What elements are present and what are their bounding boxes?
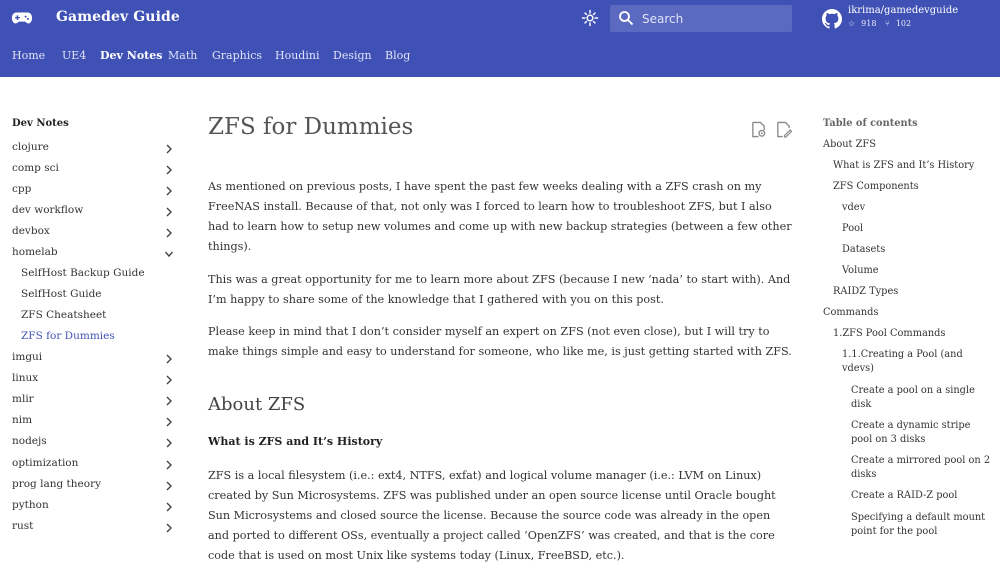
nav-tabs: [0, 46, 1000, 68]
header: [0, 0, 1000, 77]
sidebar-item-label: optimization: [12, 457, 79, 469]
sidebar-item-devbox[interactable]: [12, 225, 177, 241]
history-paragraph: ZFS is a local filesystem (i.e.: ext4, NTFS, exfat) and logical volume manager (i.e.: LVM on Linux) created by Sun Microsystems. ZFS was published under an open source license until Oracle bought Sun Microsystems and closed source the license. Because the source code was already in the open and ported to different OSs, eventually a project called ‘OpenZFS’ was created, and that is the core code that is used on most Unix like systems today (Linux, FreeBSD, etc.).: [208, 469, 776, 562]
chevron-right-icon: [165, 502, 173, 512]
gamepad-logo-icon[interactable]: [11, 9, 33, 27]
sidebar-item-label: rust: [12, 520, 34, 532]
sidebar-item-label: linux: [12, 372, 39, 384]
intro-paragraph: As mentioned on previous posts, I have spent the past few weeks dealing with a ZFS crash on my FreeNAS install. Because of that, not only was I forced to learn how to troubleshoot ZFS, but I also had to learn how to setup new volumes and come up with new backup strategies (between a few other things).: [208, 180, 792, 253]
search-box[interactable]: [610, 5, 792, 32]
sidebar-item-mlir[interactable]: [12, 393, 177, 409]
toc-item-default-mount-point[interactable]: Specifying a default mount point for the pool: [851, 512, 986, 537]
toc-item-dynamic-stripe-pool[interactable]: Create a dynamic stripe pool on 3 disks: [851, 420, 971, 445]
chevron-right-icon: [165, 144, 173, 154]
sidebar-item-clojure[interactable]: [12, 141, 177, 157]
page-title: ZFS for Dummies: [208, 114, 414, 140]
sidebar-item-comp-sci[interactable]: [12, 162, 177, 178]
github-icon: [822, 9, 842, 29]
chevron-right-icon: [165, 228, 173, 238]
chevron-right-icon: [165, 417, 173, 427]
sidebar-item-label: python: [12, 499, 49, 511]
tab-graphics[interactable]: Graphics: [212, 49, 263, 62]
sidebar-item-label: imgui: [12, 351, 43, 363]
sidebar-item-cpp[interactable]: [12, 183, 177, 199]
sidebar-item-prog-lang-theory[interactable]: [12, 478, 177, 494]
tab-ue4[interactable]: UE4: [62, 49, 87, 62]
sidebar-item-label: homelab: [12, 246, 58, 258]
disclaimer-paragraph: Please keep in mind that I don’t consider myself an expert on ZFS (not even close), but I will try to make things simple and easy to understand for someone, who like me, is just getting started with ZFS.: [208, 325, 792, 358]
color-palette-toggle-icon[interactable]: [581, 9, 599, 27]
chevron-right-icon: [165, 207, 173, 217]
sidebar-item-label: mlir: [12, 393, 34, 405]
sidebar-item-python[interactable]: [12, 499, 177, 515]
sidebar-item-label: devbox: [12, 225, 50, 237]
tab-home[interactable]: Home: [12, 49, 46, 62]
section-heading-about-zfs: About ZFS: [208, 394, 306, 415]
fork-icon: ⑂: [885, 19, 890, 28]
toc-item-raidz-types[interactable]: RAIDZ Types: [833, 286, 899, 297]
sidebar-item-nim[interactable]: [12, 414, 177, 430]
opportunity-paragraph: This was a great opportunity for me to learn more about ZFS (because I new ‘nada’ to start with). And I’m happy to share some of the knowledge that I gathered with you on this post.: [208, 273, 791, 306]
sidebar-item-label: nim: [12, 414, 33, 426]
repo-forks: 102: [895, 19, 912, 28]
repo-stats: [848, 19, 917, 28]
toc-item-datasets[interactable]: Datasets: [842, 244, 886, 255]
toc-item-raid-z-pool[interactable]: Create a RAID-Z pool: [851, 490, 958, 501]
toc-item-about-zfs[interactable]: About ZFS: [823, 139, 876, 150]
sidebar-title: Dev Notes: [12, 118, 69, 129]
chevron-right-icon: [165, 396, 173, 406]
sidebar-item-label: clojure: [12, 141, 49, 153]
toc-item-zfs-pool-commands[interactable]: 1.ZFS Pool Commands: [833, 328, 946, 339]
sidebar-item-rust[interactable]: [12, 520, 177, 536]
toc-item-pool-single-disk[interactable]: Create a pool on a single disk: [851, 385, 975, 410]
sidebar-item-selfhost-backup-guide[interactable]: SelfHost Backup Guide: [21, 267, 145, 279]
chevron-right-icon: [165, 354, 173, 364]
subsection-heading-history: What is ZFS and It’s History: [208, 435, 383, 448]
chevron-right-icon: [165, 523, 173, 533]
chevron-right-icon: [165, 481, 173, 491]
sidebar-item-optimization[interactable]: [12, 457, 177, 473]
toc-item-zfs-components[interactable]: ZFS Components: [833, 181, 919, 192]
search-icon: [618, 10, 634, 26]
toc-item-vdev[interactable]: vdev: [842, 202, 866, 213]
toc-item-volume[interactable]: Volume: [842, 265, 879, 276]
tab-dev-notes[interactable]: Dev Notes: [100, 49, 163, 62]
toc-item-creating-a-pool[interactable]: 1.1.Creating a Pool (and vdevs): [842, 349, 963, 374]
chevron-right-icon: [165, 375, 173, 385]
toc-title: Table of contents: [823, 118, 918, 129]
chevron-right-icon: [165, 186, 173, 196]
repo-name: ikrima/gamedevguide: [848, 5, 959, 16]
toc-item-mirrored-pool[interactable]: Create a mirrored pool on 2 disks: [851, 455, 991, 480]
sidebar-item-zfs-for-dummies[interactable]: ZFS for Dummies: [21, 330, 115, 342]
sidebar-item-imgui[interactable]: [12, 351, 177, 367]
chevron-right-icon: [165, 438, 173, 448]
sidebar-item-zfs-cheatsheet[interactable]: ZFS Cheatsheet: [21, 309, 107, 321]
sidebar-item-nodejs[interactable]: [12, 435, 177, 451]
sidebar-item-label: prog lang theory: [12, 478, 102, 490]
sidebar-item-selfhost-guide[interactable]: SelfHost Guide: [21, 288, 102, 300]
sidebar-item-label: cpp: [12, 183, 32, 195]
tab-math[interactable]: Math: [168, 49, 198, 62]
sidebar-item-label: dev workflow: [12, 204, 84, 216]
chevron-right-icon: [165, 165, 173, 175]
tab-blog[interactable]: Blog: [385, 49, 411, 62]
tab-design[interactable]: Design: [333, 49, 372, 62]
edit-page-icon[interactable]: [775, 121, 792, 138]
toc-item-commands[interactable]: Commands: [823, 307, 879, 318]
toc-item-pool[interactable]: Pool: [842, 223, 864, 234]
sidebar-item-homelab[interactable]: [12, 246, 177, 262]
chevron-right-icon: [165, 460, 173, 470]
repo-stars: 918: [861, 19, 877, 28]
sidebar-item-label: comp sci: [12, 162, 59, 174]
sidebar-item-dev-workflow[interactable]: [12, 204, 177, 220]
star-icon: ☆: [848, 19, 856, 28]
tab-houdini[interactable]: Houdini: [275, 49, 320, 62]
sidebar-item-label: nodejs: [12, 435, 47, 447]
top-bar: [0, 0, 1000, 37]
view-source-icon[interactable]: [750, 121, 767, 138]
site-title[interactable]: Gamedev Guide: [56, 9, 180, 25]
sidebar-item-linux[interactable]: [12, 372, 177, 388]
toc-item-what-is-zfs[interactable]: What is ZFS and It’s History: [833, 160, 975, 171]
search-input[interactable]: [642, 9, 787, 28]
chevron-down-icon: [165, 249, 173, 259]
